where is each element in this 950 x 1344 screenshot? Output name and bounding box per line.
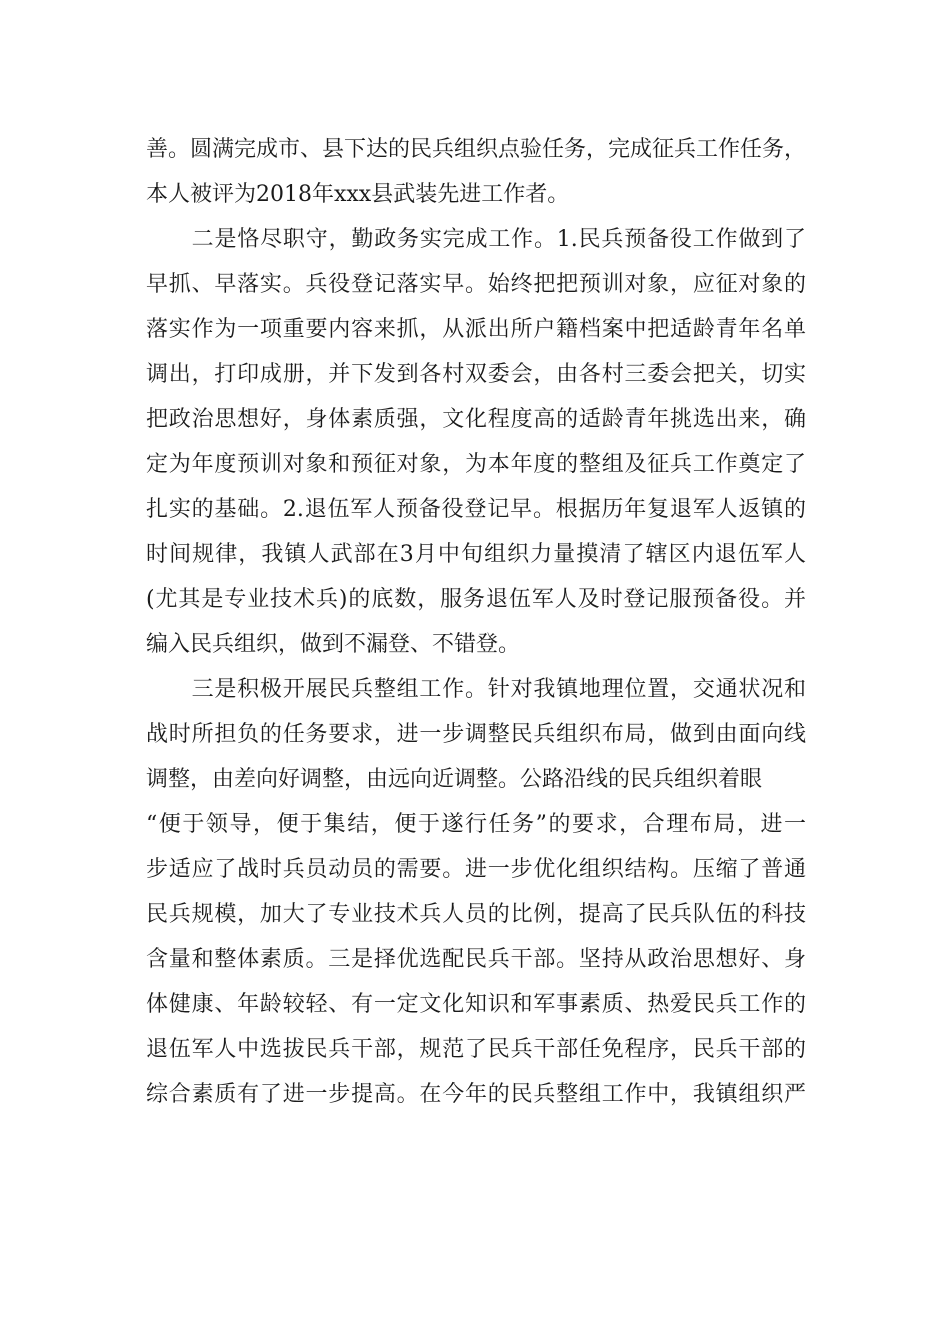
text-line: 战时所担负的任务要求，进一步调整民兵组织布局，做到由面向线 (146, 722, 806, 747)
body-text (146, 127, 806, 1117)
text-line: 调出，打印成册，并下发到各村双委会，由各村三委会把关，切实 (146, 362, 806, 387)
text-line: 二是恪尽职守，勤政务实完成工作。1.民兵预备役工作做到了 (146, 227, 806, 252)
text-line: 含量和整体素质。三是择优选配民兵干部。坚持从政治思想好、身 (146, 947, 806, 972)
text-line: 落实作为一项重要内容来抓，从派出所户籍档案中把适龄青年名单 (146, 317, 806, 342)
text-line: 早抓、早落实。兵役登记落实早。始终把把预训对象，应征对象的 (146, 272, 806, 297)
text-line: 善。圆满完成市、县下达的民兵组织点验任务，完成征兵工作任务， (146, 137, 807, 162)
text-line: 定为年度预训对象和预征对象，为本年度的整组及征兵工作奠定了 (146, 452, 806, 477)
text-line: 步适应了战时兵员动员的需要。进一步优化组织结构。压缩了普通 (146, 857, 806, 882)
text-line: 编入民兵组织，做到不漏登、不错登。 (146, 632, 521, 657)
paragraph-2 (146, 217, 806, 667)
text-line: 民兵规模，加大了专业技术兵人员的比例，提高了民兵队伍的科技 (146, 902, 806, 927)
text-line: 调整，由差向好调整，由远向近调整。公路沿线的民兵组织着眼 (146, 767, 763, 792)
text-line: 时间规律，我镇人武部在3月中旬组织力量摸清了辖区内退伍军人 (146, 542, 806, 567)
text-line: 综合素质有了进一步提高。在今年的民兵整组工作中，我镇组织严 (146, 1082, 806, 1107)
text-line: “便于领导，便于集结，便于遂行任务”的要求，合理布局，进一 (146, 812, 806, 837)
text-line: 扎实的基础。2.退伍军人预备役登记早。根据历年复退军人返镇的 (146, 497, 806, 522)
paragraph-1 (146, 127, 806, 217)
text-line: 本人被评为2018年xxx县武装先进工作者。 (146, 182, 570, 207)
text-line: (尤其是专业技术兵)的底数，服务退伍军人及时登记服预备役。并 (146, 587, 806, 612)
text-line: 退伍军人中选拔民兵干部，规范了民兵干部任免程序，民兵干部的 (146, 1037, 806, 1062)
text-line: 把政治思想好，身体素质强，文化程度高的适龄青年挑选出来，确 (146, 407, 806, 432)
paragraph-3 (146, 667, 806, 1117)
text-line: 三是积极开展民兵整组工作。针对我镇地理位置，交通状况和 (146, 677, 806, 702)
text-line: 体健康、年龄较轻、有一定文化知识和军事素质、热爱民兵工作的 (146, 992, 806, 1017)
